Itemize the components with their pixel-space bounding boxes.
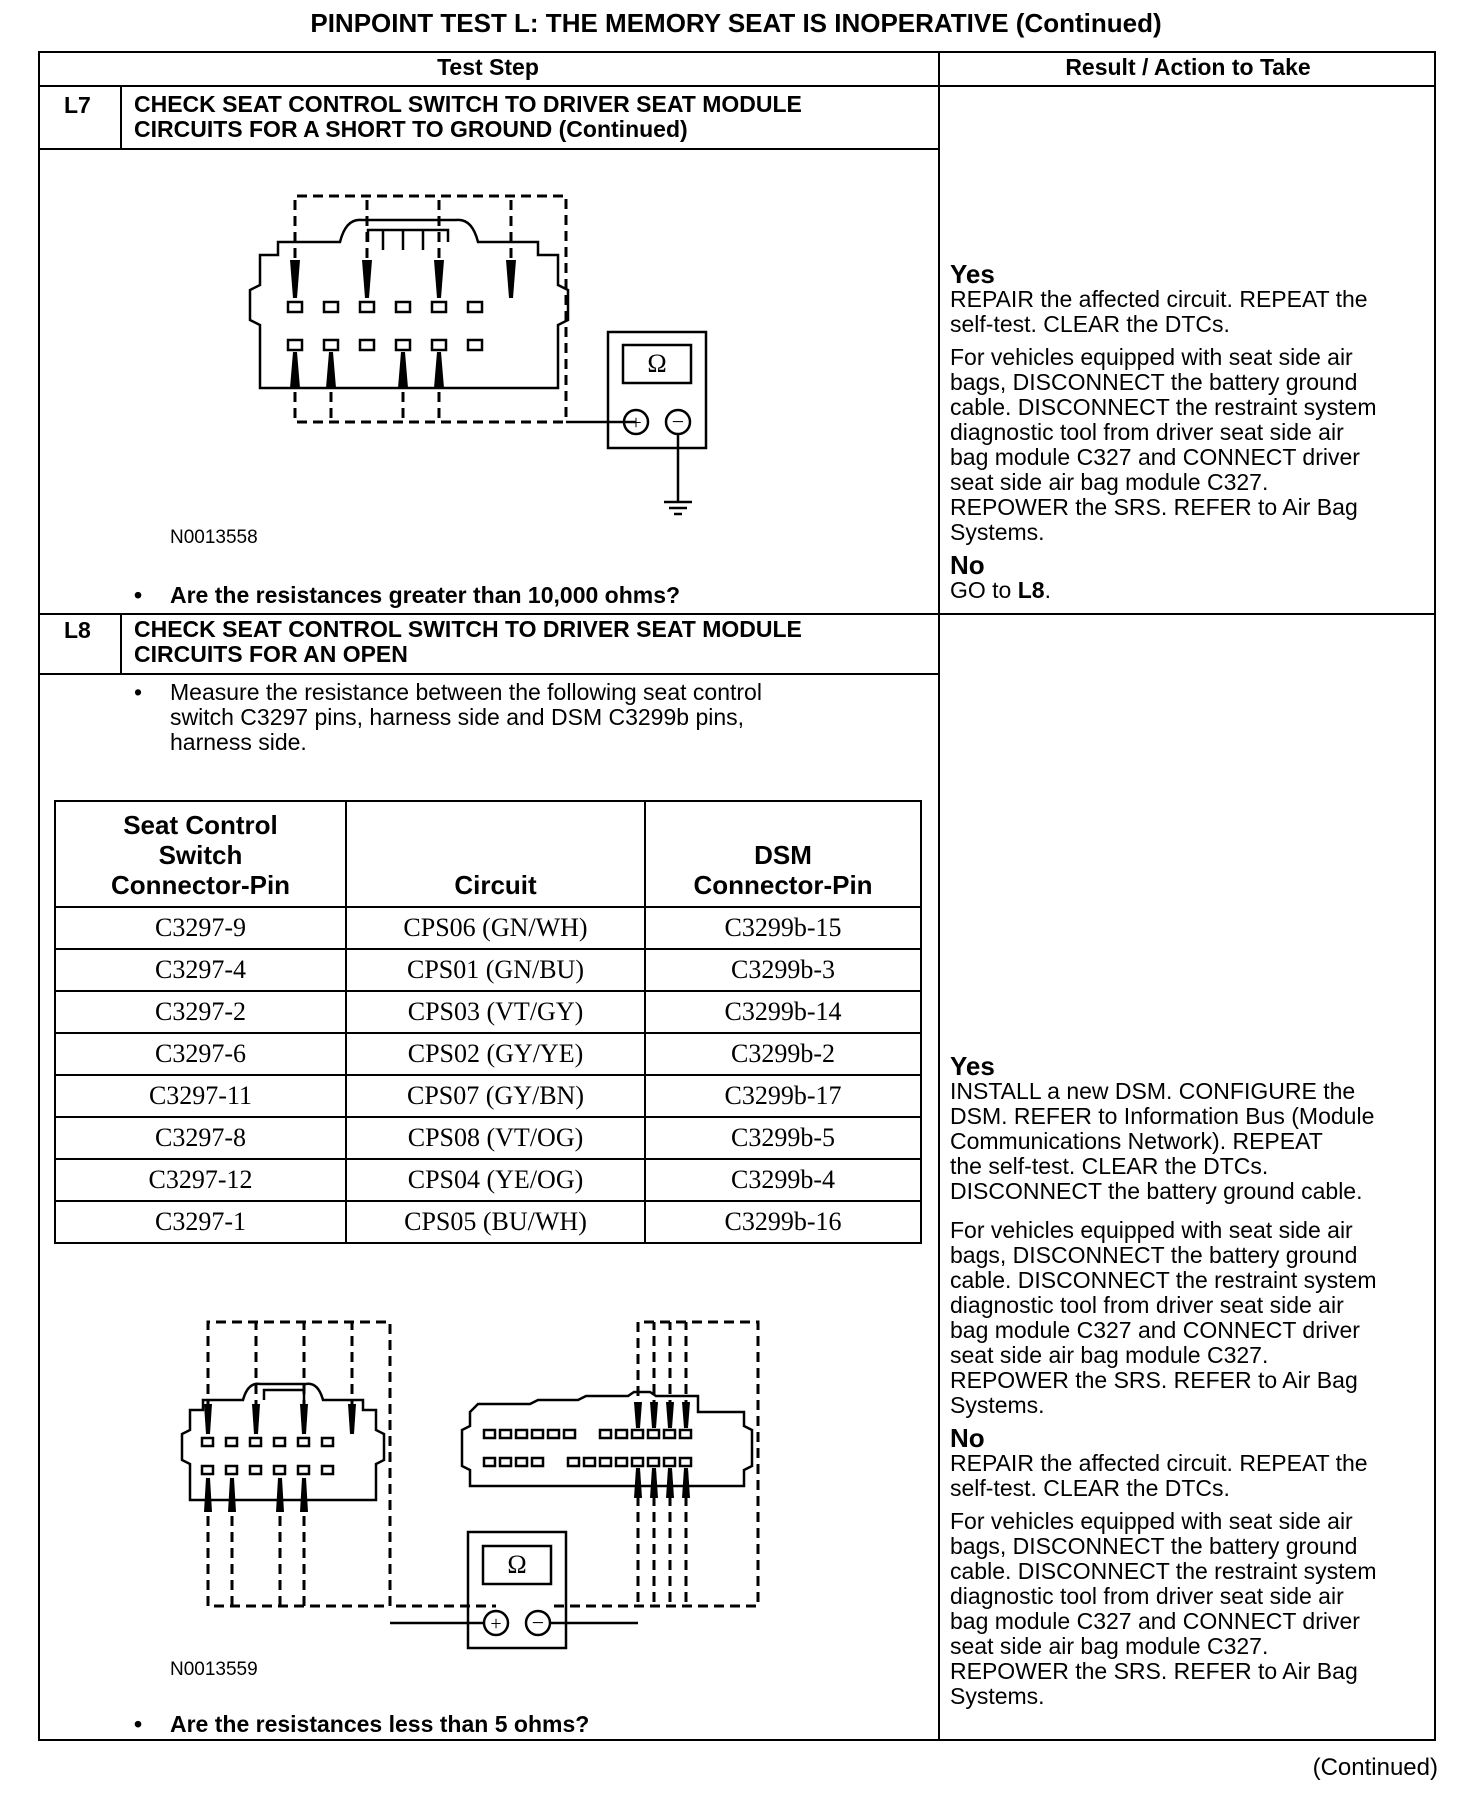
cell: CPS05 (BU/WH) <box>346 1201 645 1243</box>
svg-text:−: − <box>671 409 685 434</box>
bullet-dot: • <box>134 1711 143 1737</box>
no-note-l8 <box>950 1509 1430 1709</box>
cell: C3299b-17 <box>645 1075 921 1117</box>
no-label-l8: No <box>950 1423 985 1453</box>
cell: C3297-12 <box>55 1159 346 1201</box>
figure-id-l7: N0013558 <box>170 527 258 548</box>
text-line: bags, DISCONNECT the battery ground <box>950 1242 1358 1268</box>
question-l7 <box>134 582 681 608</box>
l8-title-divider <box>38 673 939 675</box>
pin-table-header <box>55 801 921 907</box>
yes-action-l8 <box>950 1079 1430 1204</box>
table-row <box>55 1075 921 1117</box>
cell: C3297-4 <box>55 949 346 991</box>
question-l8-text: Are the resistances less than 5 ohms? <box>170 1711 590 1737</box>
header-line: Switch <box>158 840 243 870</box>
text-line: seat side air bag module C327. <box>950 1342 1269 1368</box>
cell: C3299b-3 <box>645 949 921 991</box>
header-test-step: Test Step <box>437 54 539 80</box>
text-line: Systems. <box>950 1683 1045 1709</box>
step-number-l8: L8 <box>64 617 91 643</box>
text-line: switch C3297 pins, harness side and DSM C3299b pins, <box>170 704 745 730</box>
cell: C3299b-2 <box>645 1033 921 1075</box>
yes-note-l7 <box>950 345 1430 545</box>
text-line: REPOWER the SRS. REFER to Air Bag <box>950 1367 1358 1393</box>
text-line: DSM. REFER to Information Bus (Module <box>950 1103 1375 1129</box>
instruction-l8 <box>134 679 762 755</box>
figure-id-l8: N0013559 <box>170 1659 258 1680</box>
text-line: INSTALL a new DSM. CONFIGURE the <box>950 1078 1356 1104</box>
question-l8 <box>134 1711 590 1737</box>
cell: CPS01 (GN/BU) <box>346 949 645 991</box>
header-line: Circuit <box>454 870 537 900</box>
bullet-dot: • <box>134 582 143 608</box>
cell: C3299b-15 <box>645 907 921 949</box>
l8-number-divider <box>120 613 122 673</box>
text-line: cable. DISCONNECT the restraint system <box>950 394 1377 420</box>
svg-text:+: + <box>630 412 642 434</box>
no-action-l8 <box>950 1451 1430 1501</box>
ohm-symbol: Ω <box>507 1550 527 1579</box>
text-line: REPOWER the SRS. REFER to Air Bag <box>950 1658 1358 1684</box>
step-title-l7-line1: CHECK SEAT CONTROL SWITCH TO DRIVER SEAT MODULE <box>134 91 802 117</box>
text-line: bag module C327 and CONNECT driver <box>950 1608 1360 1634</box>
header-line: Connector-Pin <box>693 870 873 900</box>
continued-label: (Continued) <box>1312 1754 1438 1781</box>
header-line: Seat Control <box>123 810 278 840</box>
cell: C3299b-4 <box>645 1159 921 1201</box>
text-line: bag module C327 and CONNECT driver <box>950 1317 1360 1343</box>
text-line: bags, DISCONNECT the battery ground <box>950 369 1358 395</box>
result-l8 <box>950 1048 1430 1717</box>
cell: C3297-9 <box>55 907 346 949</box>
no-action-l7 <box>950 578 1430 603</box>
header-line: Connector-Pin <box>110 870 291 900</box>
text-line: diagnostic tool from driver seat side air <box>950 419 1344 445</box>
text-line: For vehicles equipped with seat side air <box>950 1217 1353 1243</box>
text-line: the self-test. CLEAR the DTCs. <box>950 1153 1269 1179</box>
col-dsm-pin <box>645 801 921 907</box>
table-row <box>55 949 921 991</box>
cell: C3297-8 <box>55 1117 346 1159</box>
table-row <box>55 1117 921 1159</box>
result-l7 <box>950 256 1430 603</box>
step-divider <box>38 613 1436 615</box>
l7-number-divider <box>120 85 122 148</box>
text-line: bags, DISCONNECT the battery ground <box>950 1533 1358 1559</box>
cell: CPS06 (GN/WH) <box>346 907 645 949</box>
header-result-action: Result / Action to Take <box>1065 54 1311 80</box>
text-line: REPAIR the affected circuit. REPEAT the <box>950 1450 1368 1476</box>
header-divider <box>38 85 1436 87</box>
col-seat-switch-pin <box>55 801 346 907</box>
text-line: For vehicles equipped with seat side air <box>950 1508 1353 1534</box>
text-line: diagnostic tool from driver seat side air <box>950 1583 1344 1609</box>
table-row <box>55 907 921 949</box>
text-line: Communications Network). REPEAT <box>950 1128 1323 1154</box>
text-line: Systems. <box>950 1392 1045 1418</box>
text-line: REPOWER the SRS. REFER to Air Bag <box>950 494 1358 520</box>
pin-table <box>54 800 922 1244</box>
step-title-l8-line1: CHECK SEAT CONTROL SWITCH TO DRIVER SEAT MODULE <box>134 616 802 642</box>
cell: C3297-1 <box>55 1201 346 1243</box>
text-line: Measure the resistance between the following seat control <box>170 679 762 705</box>
step-number-l7: L7 <box>64 92 91 118</box>
ohm-symbol: Ω <box>647 349 667 378</box>
table-row <box>55 1159 921 1201</box>
header-line: DSM <box>754 840 812 870</box>
text-line: self-test. CLEAR the DTCs. <box>950 1475 1230 1501</box>
no-action-text: GO to <box>950 577 1018 603</box>
text-line: For vehicles equipped with seat side air <box>950 344 1353 370</box>
step-title-l8 <box>134 617 802 667</box>
svg-text:−: − <box>531 1610 545 1635</box>
text-line: Systems. <box>950 519 1045 545</box>
column-divider <box>938 51 940 1741</box>
svg-text:+: + <box>490 1613 502 1635</box>
text-line: cable. DISCONNECT the restraint system <box>950 1267 1377 1293</box>
text-line: diagnostic tool from driver seat side air <box>950 1292 1344 1318</box>
yes-action-l7 <box>950 287 1430 337</box>
table-row <box>55 1201 921 1243</box>
cell: CPS04 (YE/OG) <box>346 1159 645 1201</box>
table-row <box>55 991 921 1033</box>
cell: C3299b-16 <box>645 1201 921 1243</box>
bullet-dot: • <box>134 679 143 705</box>
cell: C3299b-14 <box>645 991 921 1033</box>
step-title-l7-line2: CIRCUITS FOR A SHORT TO GROUND (Continued) <box>134 116 688 142</box>
step-title-l8-line2: CIRCUITS FOR AN OPEN <box>134 641 408 667</box>
no-label-l7: No <box>950 550 985 580</box>
l8-wiring-diagram <box>38 1300 938 1720</box>
cell: CPS03 (VT/GY) <box>346 991 645 1033</box>
text-line: seat side air bag module C327. <box>950 469 1269 495</box>
cell: C3297-11 <box>55 1075 346 1117</box>
cell: C3297-6 <box>55 1033 346 1075</box>
text-line: cable. DISCONNECT the restraint system <box>950 1558 1377 1584</box>
text-line: self-test. CLEAR the DTCs. <box>950 311 1230 337</box>
yes-note-l8 <box>950 1218 1430 1418</box>
text-line: harness side. <box>170 729 307 755</box>
question-l7-text: Are the resistances greater than 10,000 ohms? <box>170 582 681 608</box>
text-line: seat side air bag module C327. <box>950 1633 1269 1659</box>
col-circuit <box>346 801 645 907</box>
cell: C3299b-5 <box>645 1117 921 1159</box>
page-title: PINPOINT TEST L: THE MEMORY SEAT IS INOPERATIVE (Continued) <box>310 8 1162 38</box>
cell: CPS02 (GY/YE) <box>346 1033 645 1075</box>
table-row <box>55 1033 921 1075</box>
cell: C3297-2 <box>55 991 346 1033</box>
text-line: REPAIR the affected circuit. REPEAT the <box>950 286 1368 312</box>
yes-label-l7: Yes <box>950 259 995 289</box>
step-title-l7 <box>134 92 802 142</box>
text-line: bag module C327 and CONNECT driver <box>950 444 1360 470</box>
cell: CPS07 (GY/BN) <box>346 1075 645 1117</box>
cell: CPS08 (VT/OG) <box>346 1117 645 1159</box>
goto-step-link[interactable]: L8 <box>1017 577 1045 603</box>
text-period: . <box>1044 577 1051 603</box>
text-line: DISCONNECT the battery ground cable. <box>950 1178 1363 1204</box>
yes-label-l8: Yes <box>950 1051 995 1081</box>
